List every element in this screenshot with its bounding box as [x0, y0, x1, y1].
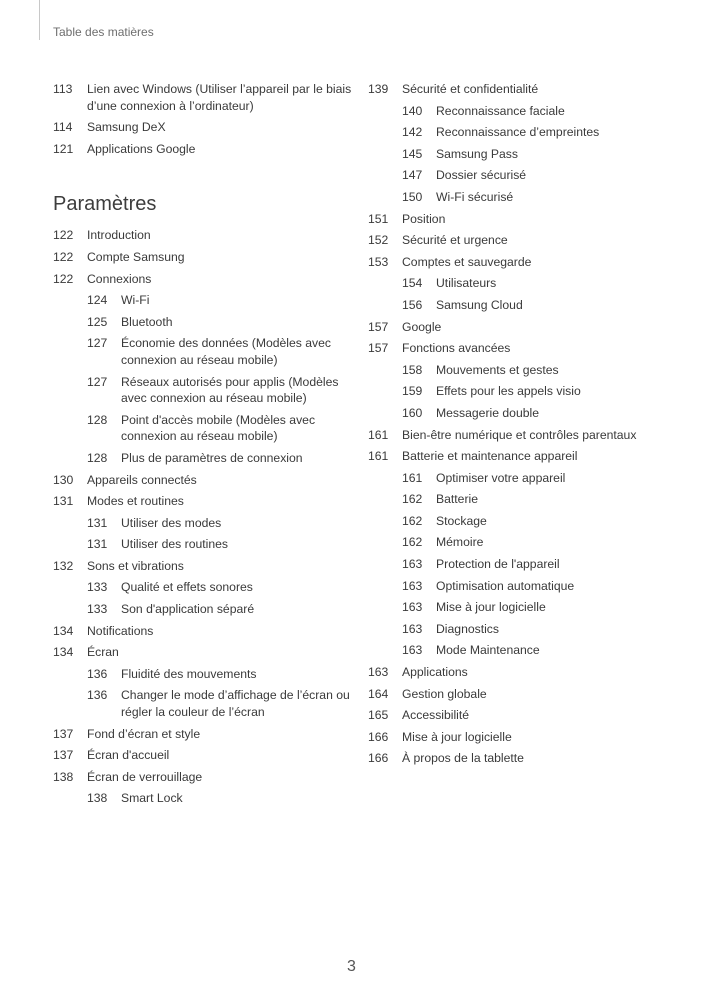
toc-page-number: 122	[53, 249, 74, 264]
toc-entry-title: Samsung Cloud	[436, 297, 523, 312]
toc-entry[interactable]	[53, 412, 353, 445]
toc-entry-title: Utiliser des modes	[121, 515, 222, 530]
toc-entry-title: Appareils connectés	[87, 472, 197, 487]
toc-entry-title: Dossier sécurisé	[436, 168, 527, 183]
toc-page-number: 134	[53, 645, 74, 660]
toc-entry[interactable]	[53, 271, 353, 288]
toc-page-number: 163	[402, 557, 423, 572]
header-title: Table des matières	[53, 25, 154, 39]
toc-entry-title: Comptes et sauvegarde	[402, 254, 532, 269]
toc-page-number: 164	[368, 686, 389, 701]
toc-entry-title: À propos de la tablette	[402, 751, 524, 766]
toc-entry-title: Stockage	[436, 513, 487, 528]
toc-entry-title: Bluetooth	[121, 314, 173, 329]
toc-entry-title: Batterie et maintenance appareil	[402, 449, 578, 464]
toc-page-number: 136	[87, 688, 108, 703]
toc-entry-title: Utiliser des routines	[121, 537, 229, 552]
toc-entry[interactable]	[53, 644, 353, 661]
toc-page-number: 130	[53, 472, 74, 487]
toc-entry-title: Sécurité et confidentialité	[402, 82, 539, 96]
toc-entry-title: Mouvements et gestes	[436, 362, 559, 377]
toc-page-number: 134	[53, 623, 74, 638]
toc-page-number: 151	[368, 211, 389, 226]
toc-entry[interactable]	[368, 599, 688, 616]
toc-entry-title: Écran de verrouillage	[87, 769, 203, 784]
toc-page-number: 138	[87, 791, 108, 806]
toc-page-number: 136	[87, 666, 108, 681]
toc-entry[interactable]	[53, 579, 353, 596]
toc-page-number: 162	[402, 535, 423, 550]
toc-entry-title: Modes et routines	[87, 494, 184, 509]
toc-entry[interactable]	[368, 362, 688, 379]
toc-page-number: 163	[402, 600, 423, 615]
toc-entry[interactable]	[368, 534, 688, 551]
toc-section-list	[53, 227, 353, 807]
toc-page-number: 157	[368, 319, 389, 334]
toc-entry[interactable]	[53, 249, 353, 266]
toc-entry[interactable]	[53, 81, 353, 114]
toc-page-number: 128	[87, 412, 108, 427]
toc-page-number: 133	[87, 602, 108, 617]
toc-page-number: 162	[402, 513, 423, 528]
toc-entry-title: Réseaux autorisés pour applis (Modèles avec connexion au réseau mobile)	[121, 374, 339, 406]
toc-entry[interactable]	[53, 623, 353, 640]
toc-page-number: 150	[402, 189, 423, 204]
toc-entry-title: Gestion globale	[402, 686, 487, 701]
toc-page-number: 157	[368, 341, 389, 356]
toc-right-list	[368, 81, 688, 767]
toc-entry-title: Connexions	[87, 271, 152, 286]
toc-page-number: 122	[53, 271, 74, 286]
toc-entry[interactable]	[368, 81, 688, 98]
toc-page-number: 138	[53, 769, 74, 784]
toc-page-number: 132	[53, 558, 74, 573]
toc-entry-title: Sons et vibrations	[87, 558, 184, 573]
toc-entry-title: Messagerie double	[436, 405, 539, 420]
toc-entry[interactable]	[368, 319, 688, 336]
toc-entry-title: Applications Google	[87, 141, 196, 156]
toc-entry-title: Reconnaissance faciale	[436, 103, 565, 118]
toc-entry[interactable]	[368, 427, 688, 444]
toc-entry[interactable]	[368, 556, 688, 573]
toc-entry-title: Wi-Fi	[121, 293, 150, 308]
toc-entry-title: Smart Lock	[121, 791, 183, 806]
toc-entry[interactable]	[368, 405, 688, 422]
toc-entry-title: Écran	[87, 645, 119, 660]
toc-page-number: 128	[87, 450, 108, 465]
toc-entry[interactable]	[53, 335, 353, 368]
toc-entry-title: Qualité et effets sonores	[121, 580, 253, 595]
page-number: 3	[347, 958, 356, 975]
toc-page-number: 137	[53, 726, 74, 741]
toc-entry-title: Optimisation automatique	[436, 578, 575, 593]
toc-entry-title: Introduction	[87, 228, 151, 243]
toc-page-number: 163	[368, 665, 389, 680]
toc-entry-title: Fluidité des mouvements	[121, 666, 257, 681]
toc-entry[interactable]	[53, 601, 353, 618]
toc-entry-title: Wi-Fi sécurisé	[436, 189, 514, 204]
toc-page-number: 152	[368, 233, 389, 248]
toc-intro-list	[53, 81, 353, 157]
toc-entry-title: Accessibilité	[402, 708, 470, 723]
toc-entry[interactable]	[368, 340, 688, 357]
toc-entry[interactable]	[368, 124, 688, 141]
toc-page-number: 161	[368, 427, 389, 442]
toc-entry[interactable]	[53, 292, 353, 309]
toc-entry[interactable]	[368, 297, 688, 314]
toc-page-number: 131	[87, 515, 108, 530]
toc-entry[interactable]	[53, 536, 353, 553]
toc-page-number: 131	[53, 494, 74, 509]
toc-entry[interactable]	[368, 167, 688, 184]
toc-entry-title: Samsung Pass	[436, 146, 518, 161]
toc-page-number: 156	[402, 297, 423, 312]
toc-page-number: 161	[368, 449, 389, 464]
toc-entry[interactable]	[368, 232, 688, 249]
toc-page-number: 153	[368, 254, 389, 269]
toc-entry-title: Utilisateurs	[436, 276, 497, 291]
toc-entry-title: Google	[402, 319, 442, 334]
toc-page-number: 166	[368, 751, 389, 766]
toc-entry-title: Sécurité et urgence	[402, 233, 508, 248]
toc-page-number: 159	[402, 384, 423, 399]
toc-page-number: 145	[402, 146, 423, 161]
header-rule	[39, 0, 40, 40]
toc-page-number: 114	[53, 120, 73, 135]
toc-entry-title: Optimiser votre appareil	[436, 470, 566, 485]
toc-entry-title: Plus de paramètres de connexion	[121, 450, 303, 465]
toc-entry-title: Reconnaissance d’empreintes	[436, 125, 600, 140]
toc-page-number: 113	[53, 82, 73, 96]
toc-page-number: 121	[53, 141, 74, 156]
toc-page-number: 162	[402, 492, 423, 507]
toc-entry[interactable]	[368, 621, 688, 638]
toc-entry-title: Point d'accès mobile (Modèles avec connexion au réseau mobile)	[121, 412, 316, 444]
toc-entry[interactable]	[53, 374, 353, 407]
toc-page-number: 163	[402, 621, 423, 636]
toc-entry[interactable]	[53, 493, 353, 510]
toc-entry[interactable]	[53, 790, 353, 807]
toc-page-number: 127	[87, 336, 108, 351]
toc-entry-title: Notifications	[87, 623, 154, 638]
toc-entry-title: Batterie	[436, 492, 479, 507]
toc-page-number: 163	[402, 643, 423, 658]
toc-entry[interactable]	[368, 383, 688, 400]
toc-entry-title: Fond d’écran et style	[87, 726, 201, 741]
toc-page-number: 124	[87, 293, 108, 308]
toc-page-number: 137	[53, 748, 74, 763]
toc-entry-title: Bien-être numérique et contrôles parentaux	[402, 427, 637, 442]
toc-entry[interactable]	[53, 558, 353, 575]
toc-page-number: 133	[87, 580, 108, 595]
toc-entry[interactable]	[53, 769, 353, 786]
toc-entry[interactable]	[368, 146, 688, 163]
toc-page-number: 165	[368, 708, 389, 723]
toc-entry-title: Protection de l'appareil	[436, 557, 560, 572]
toc-entry[interactable]	[368, 275, 688, 292]
toc-entry[interactable]	[368, 750, 688, 767]
toc-entry-title: Lien avec Windows (Utiliser l’appareil par le biais d’une connexion à l’ordinateur)	[87, 82, 352, 113]
toc-entry[interactable]	[368, 642, 688, 659]
toc-entry[interactable]	[53, 450, 353, 467]
toc-entry-title: Effets pour les appels visio	[436, 384, 581, 399]
toc-entry-title: Changer le mode d’affichage de l’écran ou régler la couleur de l’écran	[121, 688, 350, 720]
toc-page-number: 142	[402, 125, 423, 140]
toc-entry[interactable]	[53, 666, 353, 683]
toc-page-number: 154	[402, 276, 423, 291]
toc-page-number: 161	[402, 470, 423, 485]
toc-entry[interactable]	[368, 448, 688, 465]
toc-entry[interactable]	[368, 254, 688, 271]
toc-page-number: 166	[368, 729, 389, 744]
toc-entry-title: Mise à jour logicielle	[402, 729, 512, 744]
toc-entry-title: Applications	[402, 665, 468, 680]
toc-entry[interactable]	[53, 687, 353, 720]
toc-entry[interactable]	[368, 513, 688, 530]
toc-entry[interactable]	[368, 470, 688, 487]
toc-entry-title: Son d'application séparé	[121, 602, 255, 617]
toc-entry-title: Fonctions avancées	[402, 341, 511, 356]
toc-entry[interactable]	[368, 103, 688, 120]
toc-entry[interactable]	[53, 141, 353, 158]
toc-entry-title: Compte Samsung	[87, 249, 185, 264]
toc-left-column	[53, 81, 353, 812]
toc-entry[interactable]	[368, 211, 688, 228]
toc-entry-title: Mise à jour logicielle	[436, 600, 546, 615]
toc-entry[interactable]	[368, 707, 688, 724]
toc-entry[interactable]	[368, 491, 688, 508]
toc-page-number: 127	[87, 374, 108, 389]
toc-page-number: 131	[87, 537, 108, 552]
toc-entry[interactable]	[53, 227, 353, 244]
toc-entry[interactable]	[53, 726, 353, 743]
toc-entry[interactable]	[53, 472, 353, 489]
toc-entry-title: Mémoire	[436, 535, 484, 550]
toc-entry[interactable]	[53, 515, 353, 532]
toc-page-number: 125	[87, 314, 108, 329]
toc-page-number: 139	[368, 82, 389, 96]
toc-entry-title: Samsung DeX	[87, 120, 166, 135]
toc-entry[interactable]	[368, 686, 688, 703]
toc-entry[interactable]	[53, 119, 353, 136]
toc-entry[interactable]	[53, 747, 353, 764]
toc-entry[interactable]	[368, 578, 688, 595]
toc-page-number: 158	[402, 362, 423, 377]
toc-entry[interactable]	[53, 314, 353, 331]
toc-entry[interactable]	[368, 729, 688, 746]
toc-right-column	[368, 81, 688, 772]
toc-page-number: 163	[402, 578, 423, 593]
toc-page-number: 160	[402, 405, 423, 420]
toc-entry-title: Diagnostics	[436, 621, 499, 636]
toc-page-number: 140	[402, 103, 423, 118]
toc-entry[interactable]	[368, 189, 688, 206]
toc-entry-title: Position	[402, 211, 446, 226]
toc-entry-title: Mode Maintenance	[436, 643, 540, 658]
toc-page-number: 147	[402, 168, 423, 183]
toc-entry[interactable]	[368, 664, 688, 681]
toc-entry-title: Économie des données (Modèles avec connexion au réseau mobile)	[121, 336, 332, 367]
toc-entry-title: Écran d'accueil	[87, 748, 170, 763]
toc-page-number: 122	[53, 228, 74, 243]
section-title: Paramètres	[53, 193, 157, 216]
